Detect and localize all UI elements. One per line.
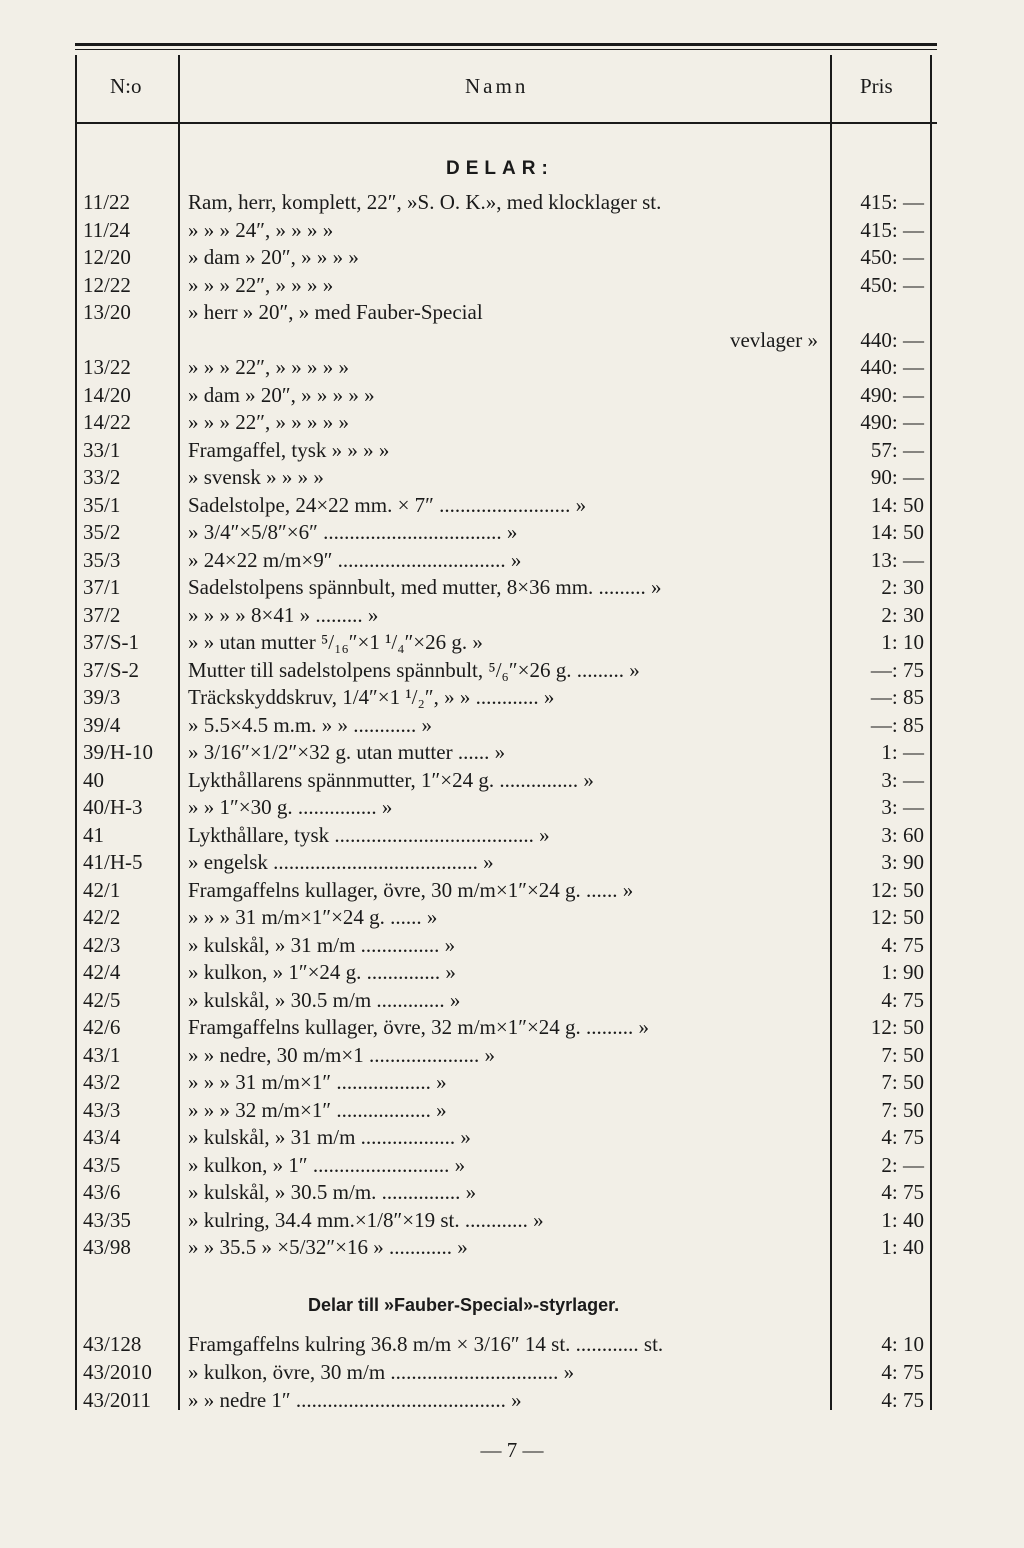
table-row — [0, 1125, 1024, 1152]
item-price: 4: 75 — [881, 1388, 924, 1412]
table-row — [0, 740, 1024, 767]
item-number: 39/3 — [83, 685, 121, 709]
table-row — [0, 1332, 1024, 1359]
item-name: » kulskål, » 30.5 m/m ............. » — [188, 987, 461, 1012]
item-name: » » 1″×30 g. ............... » — [188, 795, 393, 819]
table-row — [0, 1153, 1024, 1180]
table-row — [0, 1235, 1024, 1262]
item-name: » » » 24″, » » » » — [188, 217, 334, 242]
table-row — [0, 493, 1024, 520]
item-price: 4: 75 — [881, 987, 924, 1012]
item-price: 4: 75 — [881, 932, 924, 957]
item-number: 39/4 — [83, 712, 121, 737]
table-row — [0, 768, 1024, 795]
item-price: 2: 30 — [881, 575, 924, 599]
item-name: » 3/4″×5/8″×6″ .................................. » — [188, 520, 518, 544]
item-number: 37/1 — [83, 575, 121, 599]
table-row — [0, 603, 1024, 630]
table-row — [0, 438, 1024, 465]
item-price: 12: 50 — [870, 877, 924, 902]
item-name: » » » 22″, » » » » » — [188, 355, 349, 379]
item-name: » kulkon, » 1″×24 g. .............. » — [188, 960, 456, 984]
item-price: 4: 75 — [881, 1360, 924, 1384]
item-name: » » nedre 1″ ........................................ » — [188, 1388, 522, 1412]
item-price: 1: 90 — [881, 960, 924, 984]
item-name: Ram, herr, komplett, 22″, »S. O. K.», med klocklager st. — [188, 190, 662, 214]
item-price: 2: — — [881, 1152, 924, 1177]
item-number: 43/128 — [83, 1332, 142, 1356]
table-row — [0, 878, 1024, 905]
item-name: » 5.5×4.5 m.m. » » ............ » — [188, 712, 433, 737]
item-name: Framgaffel, tysk » » » » — [188, 437, 390, 462]
table-row — [0, 850, 1024, 877]
item-name: » » » 31 m/m×1″ .................. » — [188, 1070, 447, 1094]
item-price: 490: — — [860, 410, 924, 434]
item-number: 13/20 — [83, 300, 131, 324]
table-row — [0, 548, 1024, 575]
item-number: 43/2010 — [83, 1360, 152, 1384]
item-number: 33/2 — [83, 465, 121, 489]
item-number: 14/22 — [83, 410, 131, 434]
table-row — [0, 355, 1024, 382]
item-price: 3: 60 — [881, 822, 924, 847]
item-number: 37/S-1 — [83, 630, 140, 654]
item-price: —: 85 — [870, 685, 924, 709]
item-name: Framgaffelns kullager, övre, 32 m/m×1″×24 g. ......... » — [188, 1015, 650, 1039]
table-row — [0, 273, 1024, 300]
item-name: vevlager » — [729, 327, 818, 352]
item-price: 7: 50 — [881, 1097, 924, 1122]
item-number: 42/1 — [83, 877, 121, 902]
item-price: 12: 50 — [870, 905, 924, 929]
item-number: 35/2 — [83, 520, 121, 544]
item-number: 43/6 — [83, 1180, 121, 1204]
item-name: Sadelstolpe, 24×22 mm. × 7″ ......................... » — [188, 492, 587, 517]
column-header-name: Namn — [465, 74, 529, 98]
item-price: 90: — — [870, 465, 924, 489]
table-row — [0, 1098, 1024, 1125]
item-price: 3: — — [881, 795, 924, 819]
item-price: 415: — — [860, 190, 924, 214]
item-name: Mutter till sadelstolpens spännbult, ⁵/₆″×26 g. ......... » — [188, 657, 640, 682]
item-name: Framgaffelns kulring 36.8 m/m × 3/16″ 14 st. ............ st. — [188, 1332, 664, 1356]
item-price: 7: 50 — [881, 1070, 924, 1094]
table-row — [0, 410, 1024, 437]
item-name: » kulskål, » 31 m/m ............... » — [188, 932, 456, 957]
item-price: 4: 75 — [881, 1180, 924, 1204]
item-name: » » » 22″, » » » » — [188, 272, 334, 297]
item-price: 14: 50 — [870, 520, 924, 544]
top-rule-thin — [75, 49, 937, 50]
table-row — [0, 905, 1024, 932]
item-name: » dam » 20″, » » » » — [188, 245, 359, 269]
item-number: 12/20 — [83, 245, 131, 269]
item-price: 4: 75 — [881, 1125, 924, 1149]
item-price: —: 75 — [870, 657, 924, 682]
section-title-fauber: Delar till »Fauber-Special»-styrlager. — [308, 1295, 620, 1315]
item-name: Träckskyddskruv, 1/4″×1 ¹/₂″, » » ............ » — [188, 685, 555, 709]
item-name: » » » 32 m/m×1″ .................. » — [188, 1097, 447, 1122]
item-price: 440: — — [860, 327, 924, 352]
table-row — [0, 328, 1024, 355]
item-price: 57: — — [870, 437, 924, 462]
item-price: 450: — — [860, 272, 924, 297]
item-number: 41/H-5 — [83, 850, 143, 874]
column-header-no: N:o — [110, 74, 142, 98]
item-name: » kulkon, övre, 30 m/m ................................ » — [188, 1360, 575, 1384]
table-row — [0, 685, 1024, 712]
table-row — [0, 1388, 1024, 1415]
table-row — [0, 218, 1024, 245]
item-name: » » nedre, 30 m/m×1 ..................... » — [188, 1042, 495, 1067]
item-name: » » » 22″, » » » » » — [188, 410, 349, 434]
item-name: » 3/16″×1/2″×32 g. utan mutter ...... » — [188, 740, 506, 764]
item-name: » kulskål, » 31 m/m .................. » — [188, 1125, 471, 1149]
item-name: » » 35.5 » ×5/32″×16 » ............ » — [188, 1235, 468, 1259]
page-number: — 7 — — [480, 1438, 544, 1462]
item-number: 43/98 — [83, 1235, 131, 1259]
table-row — [0, 465, 1024, 492]
table-row — [0, 795, 1024, 822]
item-number: 43/4 — [83, 1125, 121, 1149]
table-row — [0, 575, 1024, 602]
item-number: 42/5 — [83, 987, 121, 1012]
item-number: 43/35 — [83, 1207, 131, 1232]
table-row — [0, 1180, 1024, 1207]
table-row — [0, 520, 1024, 547]
item-name: » kulskål, » 30.5 m/m. ............... » — [188, 1180, 477, 1204]
item-name: Lykthållarens spännmutter, 1″×24 g. ............... » — [188, 767, 594, 792]
item-number: 42/2 — [83, 905, 121, 929]
table-row — [0, 1015, 1024, 1042]
item-number: 41 — [83, 822, 104, 847]
item-number: 33/1 — [83, 437, 121, 462]
table-row — [0, 383, 1024, 410]
item-number: 42/3 — [83, 932, 121, 957]
item-price: 415: — — [860, 217, 924, 242]
item-number: 43/2011 — [83, 1388, 152, 1412]
table-row — [0, 1043, 1024, 1070]
item-number: 43/5 — [83, 1152, 121, 1177]
item-number: 42/4 — [83, 960, 121, 984]
item-number: 12/22 — [83, 272, 131, 297]
item-price: 2: 30 — [881, 602, 924, 627]
item-number: 35/3 — [83, 547, 121, 572]
item-number: 37/S-2 — [83, 657, 140, 682]
item-name: » 24×22 m/m×9″ ................................ » — [188, 547, 522, 572]
item-price: 1: 40 — [881, 1235, 924, 1259]
top-rule — [75, 43, 937, 46]
item-price: 1: 10 — [881, 630, 924, 654]
table-row — [0, 823, 1024, 850]
table-row — [0, 1208, 1024, 1235]
item-number: 40/H-3 — [83, 795, 143, 819]
item-price: 1: — — [881, 740, 924, 764]
item-number: 13/22 — [83, 355, 131, 379]
item-number: 37/2 — [83, 602, 121, 627]
item-name: Framgaffelns kullager, övre, 30 m/m×1″×24 g. ...... » — [188, 877, 634, 902]
item-name: » » » 31 m/m×1″×24 g. ...... » — [188, 905, 438, 929]
item-price: 3: — — [881, 767, 924, 792]
item-number: 35/1 — [83, 492, 121, 517]
table-row — [0, 933, 1024, 960]
item-name: » svensk » » » » — [188, 465, 324, 489]
item-name: » » » » 8×41 » ......... » — [188, 602, 379, 627]
table-row — [0, 190, 1024, 217]
item-price: 4: 10 — [881, 1332, 924, 1356]
column-header-price: Pris — [860, 74, 893, 98]
item-number: 43/2 — [83, 1070, 121, 1094]
item-price: 14: 50 — [870, 492, 924, 517]
item-name: » kulkon, » 1″ .......................... » — [188, 1152, 466, 1177]
item-price: 440: — — [860, 355, 924, 379]
item-price: 490: — — [860, 382, 924, 407]
table-row — [0, 1360, 1024, 1387]
item-name: » engelsk ....................................... » — [188, 850, 494, 874]
item-number: 11/22 — [83, 190, 131, 214]
item-price: 3: 90 — [881, 850, 924, 874]
item-price: 7: 50 — [881, 1042, 924, 1067]
item-number: 11/24 — [83, 217, 131, 242]
item-name: » herr » 20″, » med Fauber-Special — [188, 300, 483, 324]
item-number: 14/20 — [83, 382, 131, 407]
item-name: Sadelstolpens spännbult, med mutter, 8×36 mm. ......... » — [188, 575, 662, 599]
item-price: —: 85 — [870, 712, 924, 737]
item-name: » » utan mutter ⁵/₁₆″×1 ¹/₄″×26 g. » — [188, 630, 483, 654]
table-row — [0, 245, 1024, 272]
section-title-delar: DELAR: — [446, 158, 554, 179]
table-row — [0, 988, 1024, 1015]
item-name: Lykthållare, tysk ...................................... » — [188, 822, 550, 847]
table-row — [0, 1070, 1024, 1097]
item-price: 450: — — [860, 245, 924, 269]
item-name: » kulring, 34.4 mm.×1/8″×19 st. ............ » — [188, 1207, 544, 1232]
item-number: 43/3 — [83, 1097, 121, 1122]
table-row — [0, 658, 1024, 685]
header-rule — [75, 122, 937, 124]
item-number: 39/H-10 — [83, 740, 153, 764]
table-row — [0, 713, 1024, 740]
item-number: 43/1 — [83, 1042, 121, 1067]
table-row — [0, 300, 1024, 327]
table-row — [0, 630, 1024, 657]
item-price: 12: 50 — [870, 1015, 924, 1039]
item-number: 42/6 — [83, 1015, 121, 1039]
item-price: 13: — — [870, 547, 924, 572]
table-row — [0, 960, 1024, 987]
item-name: » dam » 20″, » » » » » — [188, 382, 375, 407]
item-number: 40 — [83, 767, 104, 792]
item-price: 1: 40 — [881, 1207, 924, 1232]
